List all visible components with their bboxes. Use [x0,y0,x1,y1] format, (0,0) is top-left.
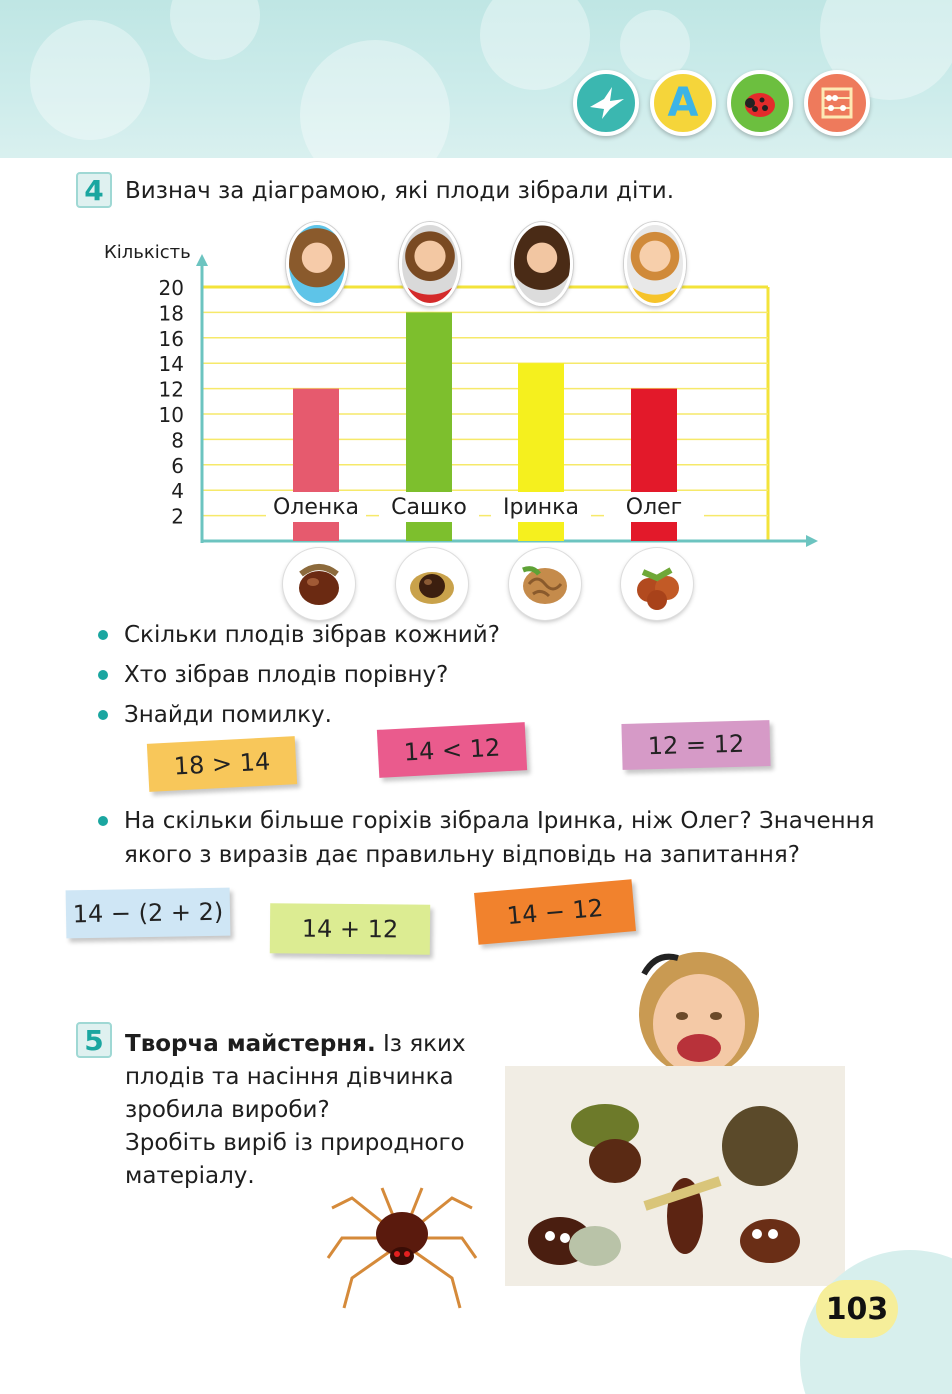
crafts-photo [505,1066,845,1286]
question-4 [98,808,875,834]
y-tick-label: 10 [158,403,184,427]
card-expression-1: 14 − (2 + 2) [66,888,231,939]
task-5-title: Творча майстерня. [125,1031,376,1057]
category-label: Сашко [391,495,467,520]
task-5-line-2: плодів та насіння дівчинка [125,1064,454,1090]
card-comparison-1: 18 > 14 [147,736,297,792]
x-axis-arrow [806,535,818,547]
bullet-icon [98,710,108,720]
bullet-icon [98,670,108,680]
question-4-line-1: На скільки більше горіхів зібрала Іринка, ніж Олег? Значення [124,808,875,834]
hazelnut-icon [621,548,693,620]
question-3-text: Знайди помилку. [124,702,332,728]
bullet-icon [98,816,108,826]
portrait-olenka [286,222,348,306]
bullet-icon [98,630,108,640]
question-2 [98,662,448,688]
y-tick-label: 2 [171,504,184,529]
chestnut-icon [396,548,468,620]
chestnut-icon [283,548,355,620]
y-axis-label: Кількість [104,242,191,263]
y-tick-label: 4 [171,479,184,504]
card-comparison-3: 12 = 12 [621,720,770,770]
task-5-line-1: Із яких [375,1031,466,1057]
category-label: Олег [625,495,683,520]
task-number-5: 5 [76,1022,112,1058]
letter-a-icon: A [650,70,716,136]
y-axis-arrow [196,254,208,266]
page-number: 103 [816,1280,898,1338]
abacus-icon [804,70,870,136]
question-4-line-2: якого з виразів дає правильну відповідь на запитання? [124,842,800,868]
task-5-line-5: матеріалу. [125,1163,255,1189]
y-tick-label: 6 [171,453,184,478]
question-1 [98,622,500,648]
y-tick-label: 16 [158,326,184,351]
girl-photo [636,944,762,1074]
task-5-line-4: Зробіть виріб із природного [125,1130,465,1156]
y-tick-label: 18 [158,301,184,326]
portrait-irynka [511,222,573,306]
y-tick-label: 12 [158,377,184,402]
y-tick-label: 20 [158,276,184,300]
y-tick-label: 14 [158,352,184,377]
walnut-icon [509,548,581,620]
category-label: Оленка [272,495,360,520]
card-expression-2: 14 + 12 [270,903,430,954]
dove-icon [573,70,639,136]
task-number-4: 4 [76,172,112,208]
header-band [0,0,952,158]
task-4-instruction: Визнач за діаграмою, які плоди зібрали діти. [125,178,675,204]
category-label: Іринка [503,495,579,520]
ladybug-icon [727,70,793,136]
question-3 [98,702,332,728]
portrait-oleh [624,222,686,306]
question-1-text: Скільки плодів зібрав кожний? [124,622,500,648]
portrait-sashko [399,222,461,306]
card-comparison-2: 14 < 12 [377,722,527,778]
y-tick-label: 8 [171,428,184,453]
question-2-text: Хто зібрав плодів порівну? [124,662,449,688]
spider-craft-photo [322,1168,482,1318]
task-5-line-3: зробила вироби? [125,1097,330,1123]
card-expression-3: 14 − 12 [474,879,636,945]
